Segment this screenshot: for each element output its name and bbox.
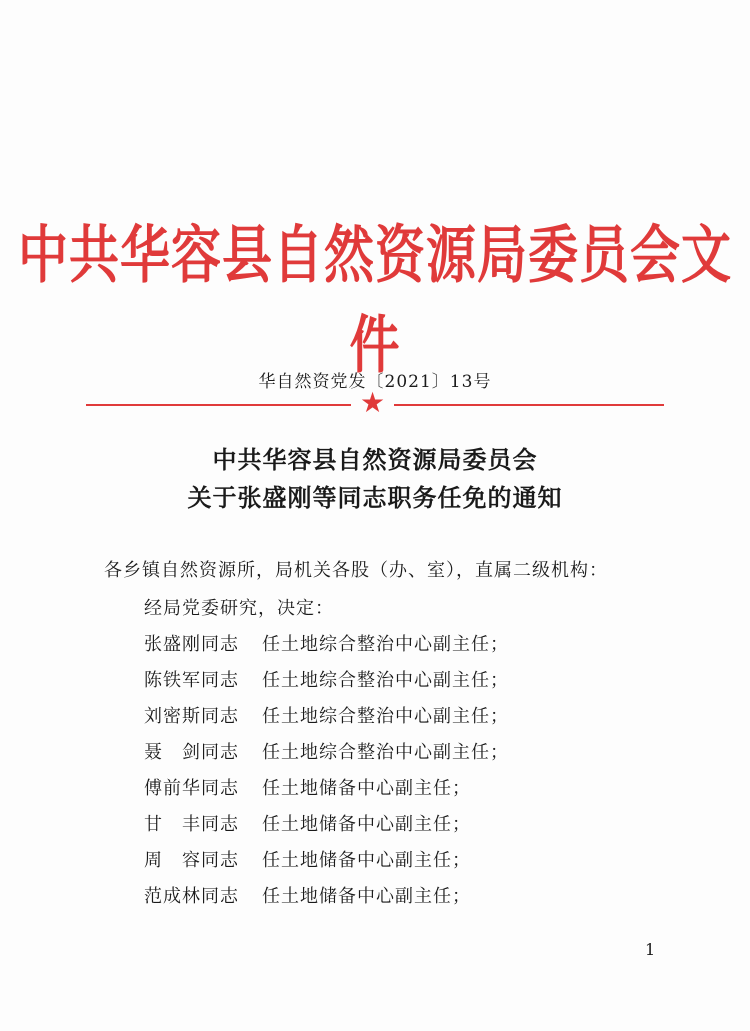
appointment-item bbox=[144, 810, 471, 836]
notice-title-line-2: 关于张盛刚等同志职务任免的通知 bbox=[187, 483, 563, 512]
appointee-name: 张盛刚同志 bbox=[144, 634, 239, 655]
appointee-name: 聂 剑同志 bbox=[144, 742, 239, 763]
appointment-item bbox=[144, 846, 471, 872]
appointment-item bbox=[144, 666, 509, 692]
appointee-name: 范成林同志 bbox=[144, 886, 239, 907]
appointee-name: 陈铁军同志 bbox=[144, 670, 239, 691]
intro-text: 经局党委研究，决定： bbox=[144, 598, 334, 619]
appointment-item bbox=[144, 774, 471, 800]
appointment-item bbox=[144, 702, 509, 728]
appointment-role: 任土地储备中心副主任； bbox=[262, 886, 471, 907]
appointment-role: 任土地综合整治中心副主任； bbox=[262, 742, 509, 763]
divider-line-left bbox=[86, 404, 351, 406]
page-number: 1 bbox=[645, 940, 656, 959]
appointee-name: 刘密斯同志 bbox=[144, 706, 239, 727]
appointment-item bbox=[144, 882, 471, 908]
notice-title-line-1: 中共华容县自然资源局委员会 bbox=[212, 445, 538, 474]
salutation: 各乡镇自然资源所，局机关各股（办、室），直属二级机构： bbox=[104, 560, 608, 581]
appointment-role: 任土地综合整治中心副主任； bbox=[262, 634, 509, 655]
appointment-role: 任土地储备中心副主任； bbox=[262, 814, 471, 835]
divider-line-right bbox=[394, 404, 664, 406]
appointment-role: 任土地综合整治中心副主任； bbox=[262, 706, 509, 727]
appointment-item bbox=[144, 738, 509, 764]
appointment-item bbox=[144, 630, 509, 656]
appointment-role: 任土地综合整治中心副主任； bbox=[262, 670, 509, 691]
red-divider bbox=[86, 386, 664, 419]
document-number: 华自然资党发〔2021〕13号 bbox=[258, 372, 492, 392]
appointee-name: 甘 丰同志 bbox=[144, 814, 239, 835]
star-icon: ★ bbox=[360, 386, 386, 419]
appointee-name: 傅前华同志 bbox=[144, 778, 239, 799]
appointee-name: 周 容同志 bbox=[144, 850, 239, 871]
appointment-role: 任土地储备中心副主任； bbox=[262, 778, 471, 799]
appointment-role: 任土地储备中心副主任； bbox=[262, 850, 471, 871]
document-header-title: 中共华容县自然资源局委员会文件 bbox=[18, 217, 732, 382]
